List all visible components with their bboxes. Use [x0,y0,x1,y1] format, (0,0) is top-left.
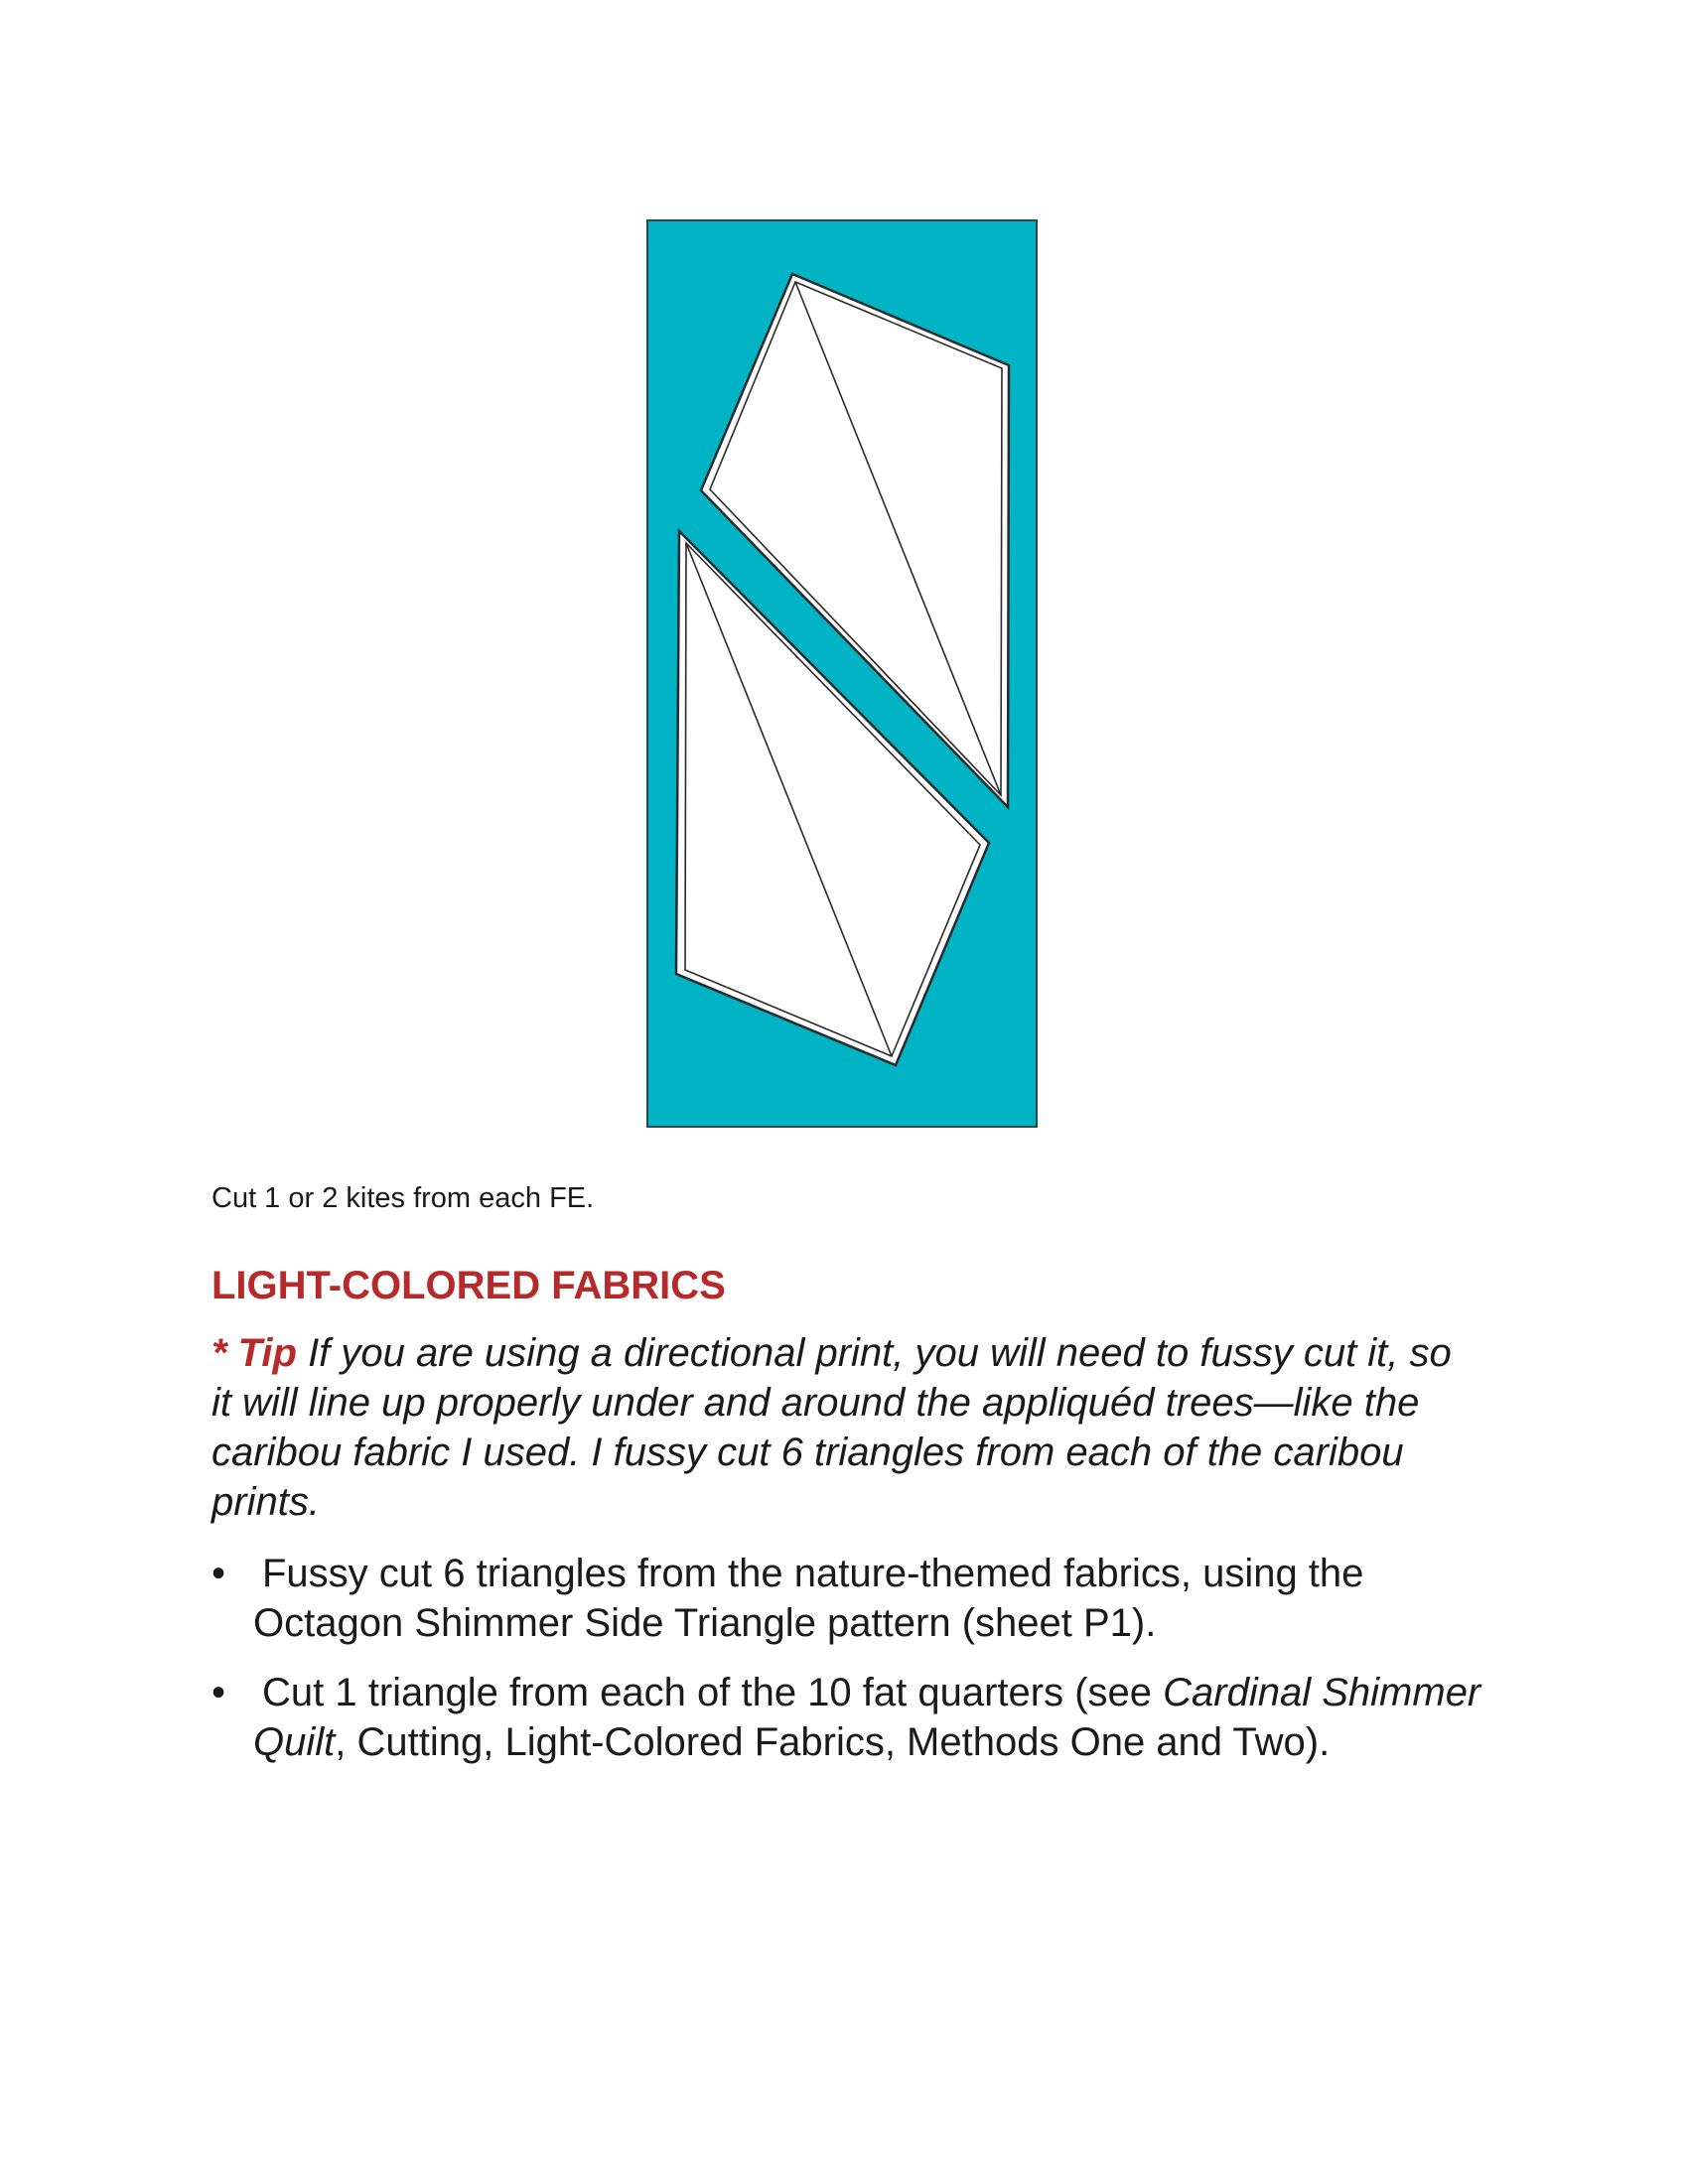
list-item-text-suffix: , Cutting, Light-Colored Fabrics, Methods One and Two). [335,1720,1331,1764]
list-item [211,1549,1502,1648]
kite-diagram-svg [646,219,1038,1128]
list-item-text: Fussy cut 6 triangles from the nature-themed fabrics, using the Octagon Shimmer Side Triangle pattern (sheet P1). [253,1552,1364,1645]
diagram-caption: Cut 1 or 2 kites from each FE. [211,1182,595,1214]
section-heading: LIGHT-COLORED FABRICS [211,1264,726,1307]
tip-text: If you are using a directional print, you will need to fussy cut it, so it will line up properly under and around the appliquéd trees—like the caribou fabric I used. I fussy cut 6 triangles from each of the caribou prints. [211,1331,1452,1524]
list-item-text [253,1668,1502,1767]
tip-paragraph [211,1328,1473,1527]
bullet-marker: • [211,1552,226,1595]
list-item [211,1668,1502,1767]
instruction-list [211,1549,1502,1787]
quilt-title: Cardinal Shimmer Quilt [253,1671,1481,1764]
bullet-marker: • [211,1671,226,1714]
list-item-text-prefix: Cut 1 triangle from each of the 10 fat quarters (see [262,1671,1164,1714]
tip-label: * Tip [211,1331,297,1375]
kite-cutting-diagram [646,219,1038,1128]
